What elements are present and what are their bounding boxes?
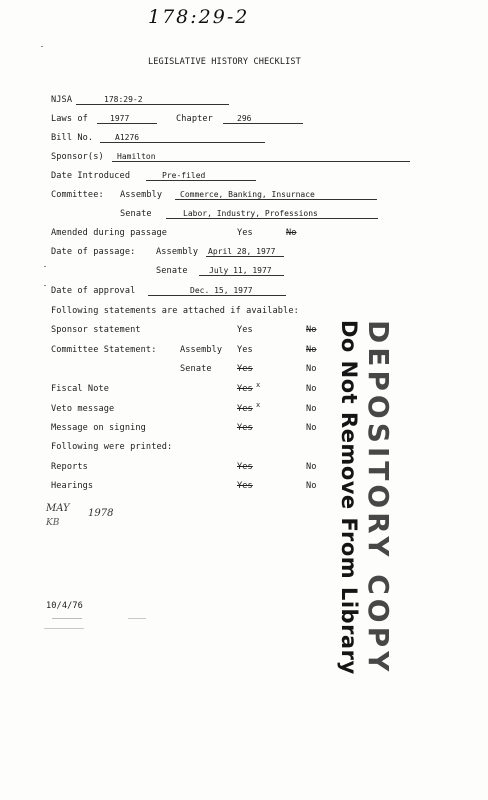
reports-yes: Yes — [237, 462, 253, 472]
scan-speck — [41, 46, 43, 47]
committee-senate-no: No — [306, 364, 317, 374]
veto-message-mark: x — [256, 401, 261, 409]
scan-speck — [128, 618, 146, 619]
stamp-line-2: Do Not Remove From Library — [337, 320, 361, 675]
file-number: 178:29-2 — [148, 6, 250, 28]
passage-senate-label: Senate — [156, 266, 188, 276]
committee-senate-label: Senate — [120, 209, 152, 219]
sponsor-statement-label: Sponsor statement — [51, 325, 141, 335]
chapter-label: Chapter — [176, 114, 213, 124]
scan-speck — [44, 628, 84, 629]
hearings-yes: Yes — [237, 481, 253, 491]
fiscal-note-yes: Yes — [237, 384, 253, 394]
bill-label: Bill No. — [51, 133, 94, 143]
printed-heading: Following were printed: — [51, 442, 173, 452]
statements-heading: Following statements are attached if available: — [51, 306, 299, 316]
fiscal-note-label: Fiscal Note — [51, 384, 110, 394]
amended-no: No — [286, 228, 297, 238]
page-title: LEGISLATIVE HISTORY CHECKLIST — [148, 57, 301, 67]
footer-date: 10/4/76 — [46, 601, 83, 611]
sponsor-statement-no: No — [306, 325, 317, 335]
bill-value: A1276 — [115, 133, 140, 142]
stamp-line-1: DEPOSITORY COPY — [362, 320, 395, 676]
approval-label: Date of approval — [51, 286, 136, 296]
committee-senate-value: Labor, Industry, Professions — [183, 209, 318, 218]
committee-statement-senate: Senate — [180, 364, 212, 374]
veto-message-label: Veto message — [51, 404, 115, 414]
njsa-label: NJSA — [51, 95, 73, 105]
received-initials: KB — [46, 518, 60, 528]
committee-assembly-no: No — [306, 345, 317, 355]
received-year: 1978 — [88, 508, 114, 519]
committee-senate-yes: Yes — [237, 364, 253, 374]
passage-assembly-value: April 28, 1977 — [208, 247, 276, 256]
fiscal-note-no: No — [306, 384, 317, 394]
scan-speck — [44, 285, 46, 286]
committee-label: Committee: — [51, 190, 104, 200]
reports-label: Reports — [51, 462, 88, 472]
message-signing-yes: Yes — [237, 423, 253, 433]
message-signing-no: No — [306, 423, 317, 433]
scan-speck — [44, 266, 46, 267]
njsa-value: 178:29-2 — [104, 95, 143, 104]
date-introduced-value: Pre-filed — [162, 171, 206, 180]
received-month: MAY — [46, 503, 70, 514]
committee-statement-label: Committee Statement: — [51, 345, 157, 355]
committee-assembly-label: Assembly — [120, 190, 163, 200]
veto-message-yes: Yes — [237, 404, 253, 414]
passage-assembly-label: Assembly — [156, 247, 199, 257]
fiscal-note-mark: x — [256, 381, 261, 389]
sponsor-value: Hamilton — [117, 152, 156, 161]
approval-value: Dec. 15, 1977 — [190, 286, 253, 295]
hearings-no: No — [306, 481, 317, 491]
chapter-value: 296 — [237, 114, 252, 123]
committee-assembly-yes: Yes — [237, 345, 253, 355]
veto-message-no: No — [306, 404, 317, 414]
amended-yes: Yes — [237, 228, 253, 238]
reports-no: No — [306, 462, 317, 472]
laws-label: Laws of — [51, 114, 88, 124]
committee-assembly-value: Commerce, Banking, Insurnace — [180, 190, 315, 199]
depository-stamp — [337, 320, 393, 675]
message-signing-label: Message on signing — [51, 423, 146, 433]
date-introduced-label: Date Introduced — [51, 171, 131, 181]
committee-statement-assembly: Assembly — [180, 345, 223, 355]
passage-label: Date of passage: — [51, 247, 136, 257]
scan-speck — [52, 618, 82, 619]
sponsor-statement-yes: Yes — [237, 325, 253, 335]
hearings-label: Hearings — [51, 481, 94, 491]
amended-label: Amended during passage — [51, 228, 168, 238]
laws-value: 1977 — [110, 114, 130, 123]
sponsor-label: Sponsor(s) — [51, 152, 104, 162]
passage-senate-value: July 11, 1977 — [209, 266, 272, 275]
